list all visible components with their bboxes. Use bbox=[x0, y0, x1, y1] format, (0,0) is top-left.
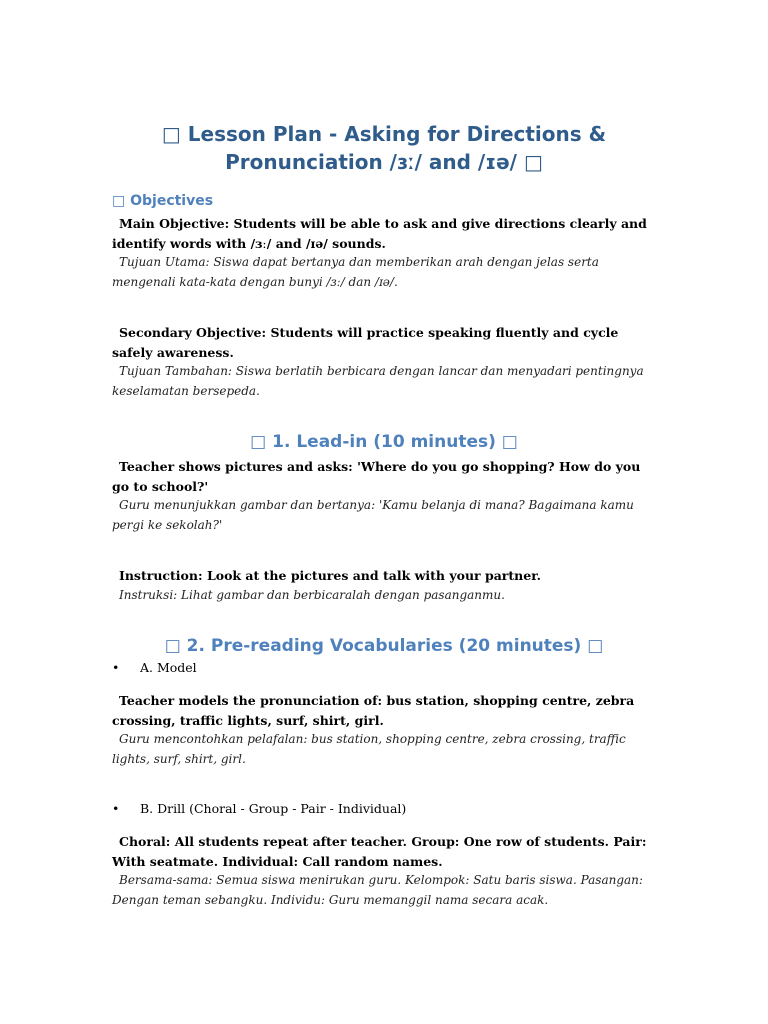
leadin-p2-id: Instruksi: Lihat gambar dan berbicaralah dengan pasanganmu. bbox=[119, 587, 505, 602]
secondary-objective-en: Secondary Objective: Students will practice speaking fluently and cycle safely awareness. bbox=[112, 325, 619, 360]
drill-id: Bersama-sama: Semua siswa menirukan guru. Kelompok: Satu baris siswa. Pasangan: Dengan teman sebangku. Individu: Guru memanggil nama secara acak. bbox=[112, 873, 643, 907]
title-line-2: Pronunciation /ɜː/ and /ɪə/ □ bbox=[225, 150, 543, 174]
model-en: Teacher models the pronunciation of: bus station, shopping centre, zebra crossing, traffic lights, surf, shirt, girl. bbox=[112, 693, 635, 728]
bullet-model bbox=[112, 660, 197, 675]
drill-paragraph bbox=[112, 832, 652, 910]
leadin-paragraph-2 bbox=[112, 566, 652, 605]
model-id: Guru mencontohkan pelafalan: bus station, shopping centre, zebra crossing, traffic lights, surf, shirt, girl. bbox=[112, 732, 626, 766]
bullet-dot-icon: • bbox=[112, 801, 120, 816]
main-objective-id: Tujuan Utama: Siswa dapat bertanya dan memberikan arah dengan jelas serta mengenali kata-kata dengan bunyi /ɜː/ dan /ɪə/. bbox=[112, 255, 599, 289]
leadin-p1-id: Guru menunjukkan gambar dan bertanya: 'Kamu belanja di mana? Bagaimana kamu pergi ke sekolah?' bbox=[112, 498, 634, 532]
leadin-p1-en: Teacher shows pictures and asks: 'Where do you go shopping? How do you go to school?' bbox=[112, 459, 641, 494]
title-line-1: □ Lesson Plan - Asking for Directions & bbox=[161, 122, 607, 146]
leadin-heading: □ 1. Lead-in (10 minutes) □ bbox=[250, 432, 518, 452]
model-paragraph bbox=[112, 691, 652, 769]
secondary-objective bbox=[112, 323, 652, 401]
leadin-paragraph-1 bbox=[112, 457, 652, 535]
prereading-heading: □ 2. Pre-reading Vocabularies (20 minutes) □ bbox=[164, 636, 604, 656]
main-objective bbox=[112, 214, 652, 292]
bullet-dot-icon: • bbox=[112, 660, 120, 675]
page-title bbox=[0, 120, 768, 176]
leadin-p2-en: Instruction: Look at the pictures and talk with your partner. bbox=[119, 568, 541, 583]
secondary-objective-id: Tujuan Tambahan: Siswa berlatih berbicara dengan lancar dan menyadari pentingnya keselamatan bersepeda. bbox=[112, 364, 644, 398]
bullet-drill-label: B. Drill (Choral - Group - Pair - Individual) bbox=[139, 801, 407, 816]
bullet-model-label: A. Model bbox=[139, 660, 197, 675]
objectives-heading: □ Objectives bbox=[112, 193, 214, 209]
bullet-drill bbox=[112, 801, 406, 816]
main-objective-en: Main Objective: Students will be able to ask and give directions clearly and identify words with /ɜː/ and /ɪə/ sounds. bbox=[112, 216, 647, 251]
drill-en: Choral: All students repeat after teacher. Group: One row of students. Pair: With seatmate. Individual: Call random names. bbox=[112, 834, 647, 869]
